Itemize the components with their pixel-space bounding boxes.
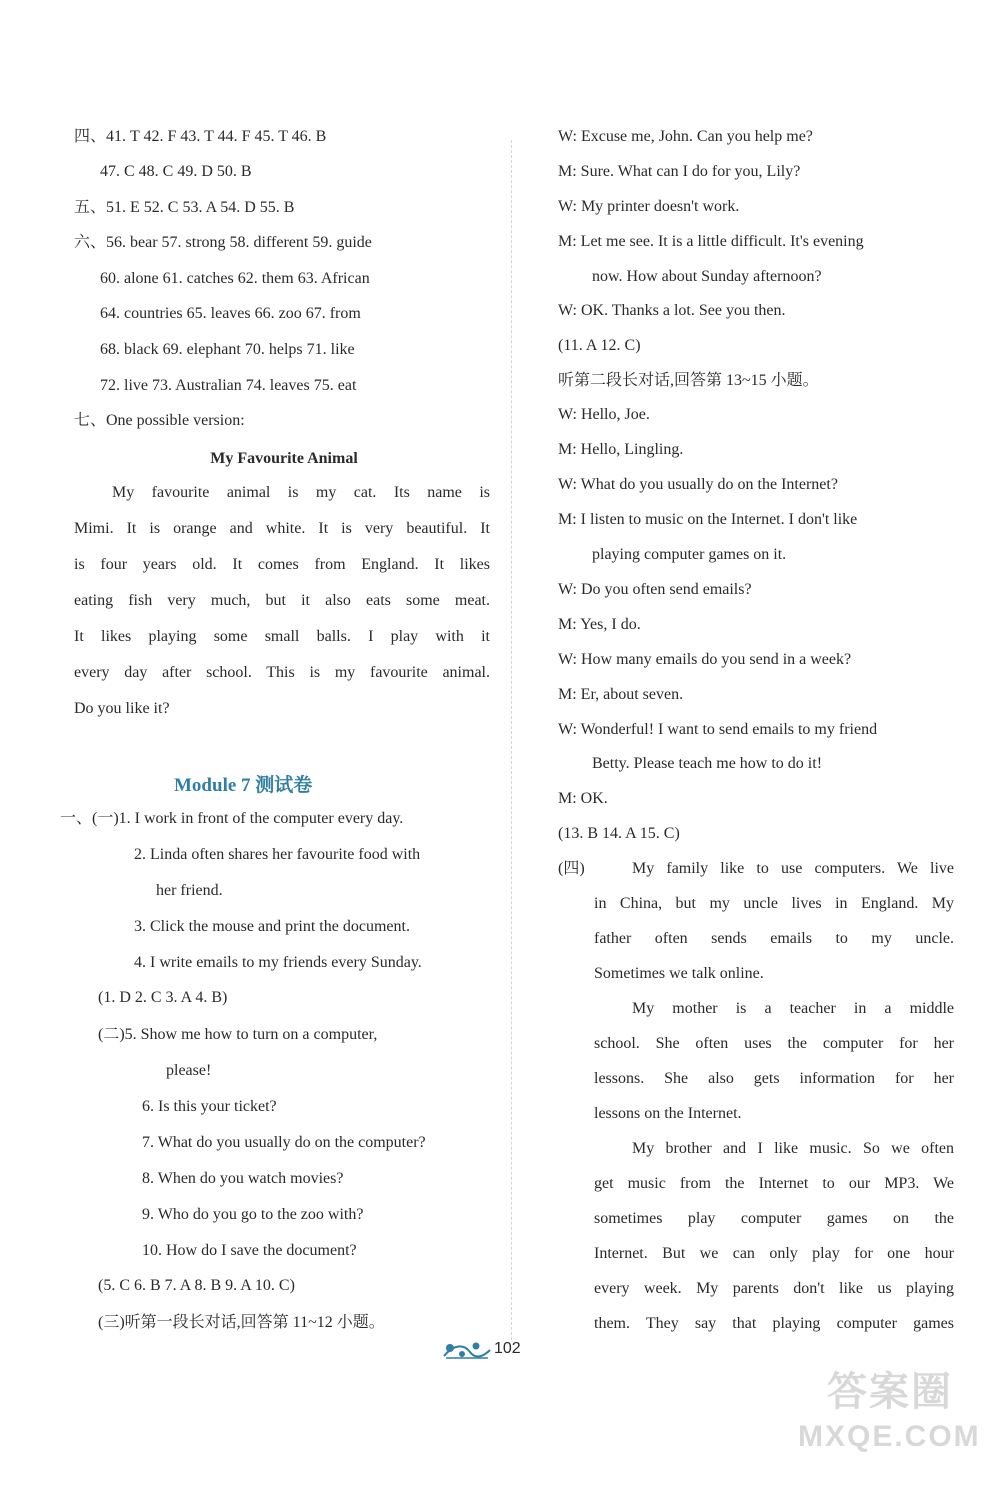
dialogue-line: W: Wonderful! I want to send emails to my friend bbox=[558, 721, 878, 738]
section-line: (二)5. Show me how to turn on a computer, bbox=[98, 1026, 378, 1043]
dialogue-line: playing computer games on it. bbox=[592, 546, 787, 563]
passage-line: school. She often uses the computer for her bbox=[594, 1035, 954, 1052]
dialogue-line: M: Hello, Lingling. bbox=[558, 441, 684, 458]
passage-line: father often sends emails to my uncle. bbox=[594, 930, 954, 947]
section-line: 一、(一)1. I work in front of the computer every day. bbox=[60, 810, 404, 827]
answer-line: 六、56. bear 57. strong 58. different 59. guide bbox=[74, 234, 372, 251]
passage-line: sometimes play computer games on the bbox=[594, 1210, 954, 1227]
dialogue-line: M: Sure. What can I do for you, Lily? bbox=[558, 163, 801, 180]
essay-line: eating fish very much, but it also eats some meat. bbox=[74, 592, 490, 609]
dialogue-line: M: OK. bbox=[558, 790, 608, 807]
section-line: (5. C 6. B 7. A 8. B 9. A 10. C) bbox=[98, 1277, 295, 1294]
section-line: 7. What do you usually do on the computer? bbox=[142, 1134, 426, 1151]
essay-line: Do you like it? bbox=[74, 700, 170, 717]
watermark-bottom: MXQE.COM bbox=[798, 1420, 981, 1453]
essay-line: Mimi. It is orange and white. It is very beautiful. It bbox=[74, 520, 490, 537]
passage-line: My family like to use computers. We live bbox=[632, 860, 954, 877]
essay-title: My Favourite Animal bbox=[210, 450, 358, 467]
section-line: her friend. bbox=[156, 882, 223, 899]
section-line: 6. Is this your ticket? bbox=[142, 1098, 277, 1115]
dialogue-line: W: OK. Thanks a lot. See you then. bbox=[558, 302, 786, 319]
dialogue-line: W: My printer doesn't work. bbox=[558, 198, 740, 215]
section-line: (三)听第一段长对话,回答第 11~12 小题。 bbox=[98, 1314, 385, 1331]
dialogue-line: W: What do you usually do on the Internet? bbox=[558, 476, 838, 493]
section-line: please! bbox=[166, 1062, 212, 1079]
dialogue-line: W: Excuse me, John. Can you help me? bbox=[558, 128, 813, 145]
answer-line: 47. C 48. C 49. D 50. B bbox=[100, 163, 252, 180]
passage-line: them. They say that playing computer games bbox=[594, 1315, 954, 1332]
section-line: 3. Click the mouse and print the document. bbox=[134, 918, 410, 935]
passage-line: lessons. She also gets information for her bbox=[594, 1070, 954, 1087]
dialogue-line: M: Let me see. It is a little difficult. It's evening bbox=[558, 233, 864, 250]
passage-line: get music from the Internet to our MP3. We bbox=[594, 1175, 954, 1192]
column-divider bbox=[511, 140, 512, 1340]
essay-line: My favourite animal is my cat. Its name is bbox=[112, 484, 490, 501]
dialogue-line: W: Do you often send emails? bbox=[558, 581, 752, 598]
dialogue-line: M: Yes, I do. bbox=[558, 616, 641, 633]
dialogue-line: (11. A 12. C) bbox=[558, 337, 641, 354]
dialogue-line: M: I listen to music on the Internet. I don't like bbox=[558, 511, 858, 528]
section-line: 10. How do I save the document? bbox=[142, 1242, 357, 1259]
watermark-top: 答案圈 bbox=[827, 1370, 953, 1414]
answer-line: 64. countries 65. leaves 66. zoo 67. from bbox=[100, 305, 361, 322]
dialogue-line: now. How about Sunday afternoon? bbox=[592, 268, 822, 285]
answer-line: 七、One possible version: bbox=[74, 412, 245, 429]
essay-line: is four years old. It comes from England. It likes bbox=[74, 556, 490, 573]
answer-line: 68. black 69. elephant 70. helps 71. like bbox=[100, 341, 355, 358]
answer-line: 72. live 73. Australian 74. leaves 75. eat bbox=[100, 377, 357, 394]
dialogue-line: W: Hello, Joe. bbox=[558, 406, 650, 423]
essay-line: It likes playing some small balls. I play with it bbox=[74, 628, 490, 645]
section-line: 4. I write emails to my friends every Sunday. bbox=[134, 954, 422, 971]
dialogue-line: W: How many emails do you send in a week? bbox=[558, 651, 852, 668]
answer-line: 60. alone 61. catches 62. them 63. African bbox=[100, 270, 370, 287]
passage-line: in China, but my uncle lives in England. My bbox=[594, 895, 954, 912]
dialogue-line: M: Er, about seven. bbox=[558, 686, 684, 703]
module-title: Module 7 测试卷 bbox=[174, 775, 313, 796]
page-number: 102 bbox=[494, 1340, 521, 1357]
dialogue-line: 听第二段长对话,回答第 13~15 小题。 bbox=[558, 372, 819, 389]
passage-line: My mother is a teacher in a middle bbox=[632, 1000, 954, 1017]
passage-label: (四) bbox=[558, 860, 585, 877]
dialogue-line: (13. B 14. A 15. C) bbox=[558, 825, 680, 842]
passage-line: Internet. But we can only play for one hour bbox=[594, 1245, 954, 1262]
passage-line: every week. My parents don't like us playing bbox=[594, 1280, 954, 1297]
passage-line: lessons on the Internet. bbox=[594, 1105, 742, 1122]
flower-ornament-icon bbox=[440, 1338, 540, 1362]
passage-line: Sometimes we talk online. bbox=[594, 965, 764, 982]
section-line: 9. Who do you go to the zoo with? bbox=[142, 1206, 364, 1223]
answer-line: 四、41. T 42. F 43. T 44. F 45. T 46. B bbox=[74, 128, 327, 145]
section-line: 8. When do you watch movies? bbox=[142, 1170, 344, 1187]
essay-line: every day after school. This is my favourite animal. bbox=[74, 664, 490, 681]
watermark-logo bbox=[792, 1356, 982, 1466]
section-line: (1. D 2. C 3. A 4. B) bbox=[98, 989, 228, 1006]
section-line: 2. Linda often shares her favourite food with bbox=[134, 846, 421, 863]
answer-line: 五、51. E 52. C 53. A 54. D 55. B bbox=[74, 199, 295, 216]
dialogue-line: Betty. Please teach me how to do it! bbox=[592, 755, 823, 772]
passage-line: My brother and I like music. So we often bbox=[632, 1140, 954, 1157]
